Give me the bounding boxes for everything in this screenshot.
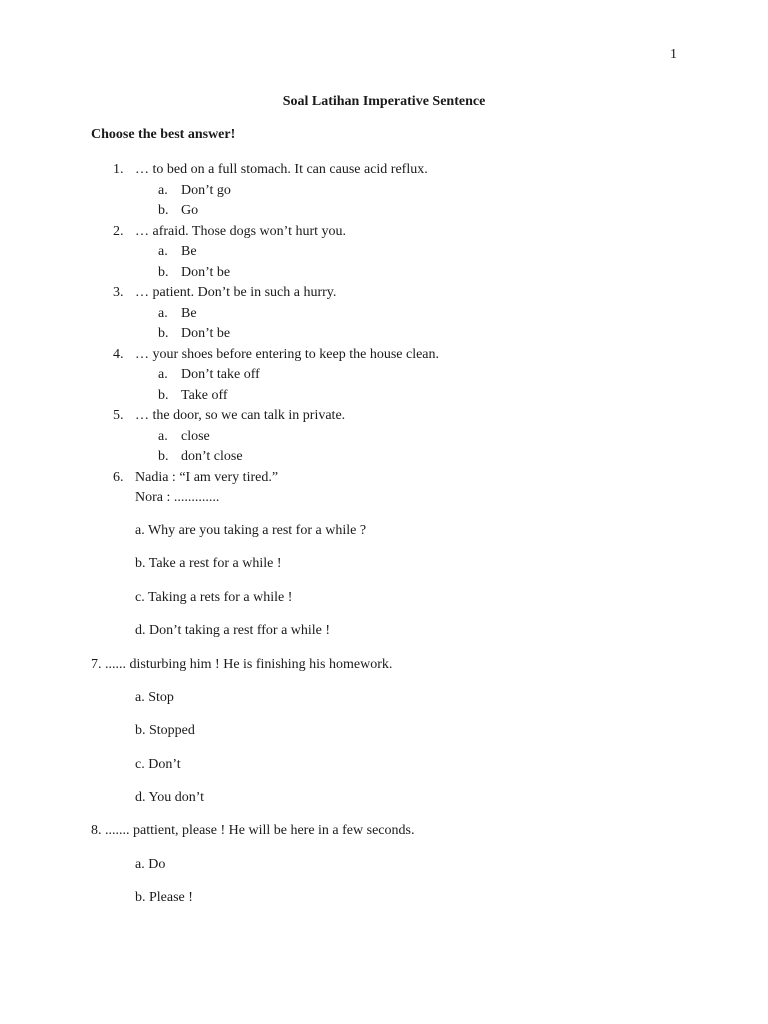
question-text: … afraid. Those dogs won’t hurt you. (135, 223, 347, 239)
question-item (0, 406, 768, 427)
answer-option (0, 201, 768, 222)
option-text: Don’t be (181, 264, 231, 280)
answer-option: d. Don’t taking a rest ffor a while ! (135, 623, 331, 638)
answer-option (0, 447, 768, 468)
dialogue-text: Nora : ............. (135, 490, 220, 505)
question-text: … the door, so we can talk in private. (135, 408, 346, 423)
option-letter: b. (158, 449, 169, 464)
option-text: don’t close (181, 449, 243, 464)
option-text: Don’t go (181, 182, 231, 198)
option-text: Go (181, 203, 199, 218)
answer-option: b. Stopped (135, 723, 195, 738)
option-letter: a. (158, 182, 168, 198)
instruction: Choose the best answer! (91, 127, 236, 142)
option-letter: b. (158, 264, 169, 280)
question-item (0, 345, 768, 366)
option-letter: b. (158, 387, 169, 403)
page-number: 1 (670, 47, 677, 62)
option-text: close (181, 428, 210, 444)
option-text: Don’t be (181, 326, 231, 341)
question-item (0, 468, 768, 489)
option-letter: a. (158, 244, 168, 259)
page-title: Soal Latihan Imperative Sentence (282, 94, 486, 109)
answer-option: a. Why are you taking a rest for a while ? (135, 523, 367, 538)
question-text: … patient. Don’t be in such a hurry. (135, 285, 337, 300)
question-item (0, 222, 768, 243)
answer-option: b. Please ! (135, 890, 193, 905)
answer-option: a. Stop (135, 690, 174, 705)
question-number: 2. (113, 223, 124, 239)
option-letter: a. (158, 305, 168, 321)
answer-option: d. You don’t (135, 790, 204, 805)
question-text: Nadia : “I am very tired.” (135, 469, 279, 485)
option-letter: a. (158, 428, 168, 444)
answer-option (0, 386, 768, 407)
answer-option (0, 324, 768, 345)
question-text: 7. ...... disturbing him ! He is finishing his homework. (91, 657, 393, 672)
option-letter: a. (158, 367, 168, 382)
option-text: Don’t take off (181, 367, 260, 382)
question-number: 6. (113, 469, 124, 485)
answer-option: a. Do (135, 857, 166, 872)
question-number: 3. (113, 285, 124, 300)
question-text: 8. ....... pattient, please ! He will be here in a few seconds. (91, 823, 415, 838)
option-text: Take off (181, 387, 228, 403)
answer-option (0, 427, 768, 448)
question-item (0, 160, 768, 181)
option-text: Be (181, 305, 197, 321)
question-number: 1. (113, 162, 124, 177)
question-list (0, 160, 768, 509)
question-number: 4. (113, 346, 124, 362)
answer-option: c. Don’t (135, 757, 181, 772)
question-text: … to bed on a full stomach. It can cause acid reflux. (135, 162, 428, 177)
question-item (0, 283, 768, 304)
option-letter: b. (158, 326, 169, 341)
answer-option (0, 242, 768, 263)
question-text: … your shoes before entering to keep the house clean. (135, 346, 440, 362)
answer-option (0, 263, 768, 284)
answer-option: c. Taking a rets for a while ! (135, 590, 293, 605)
answer-option: b. Take a rest for a while ! (135, 556, 282, 571)
question-number: 5. (113, 408, 124, 423)
answer-option (0, 365, 768, 386)
dialogue-line (0, 488, 768, 509)
answer-option (0, 181, 768, 202)
answer-option (0, 304, 768, 325)
option-text: Be (181, 244, 197, 259)
option-letter: b. (158, 203, 169, 218)
